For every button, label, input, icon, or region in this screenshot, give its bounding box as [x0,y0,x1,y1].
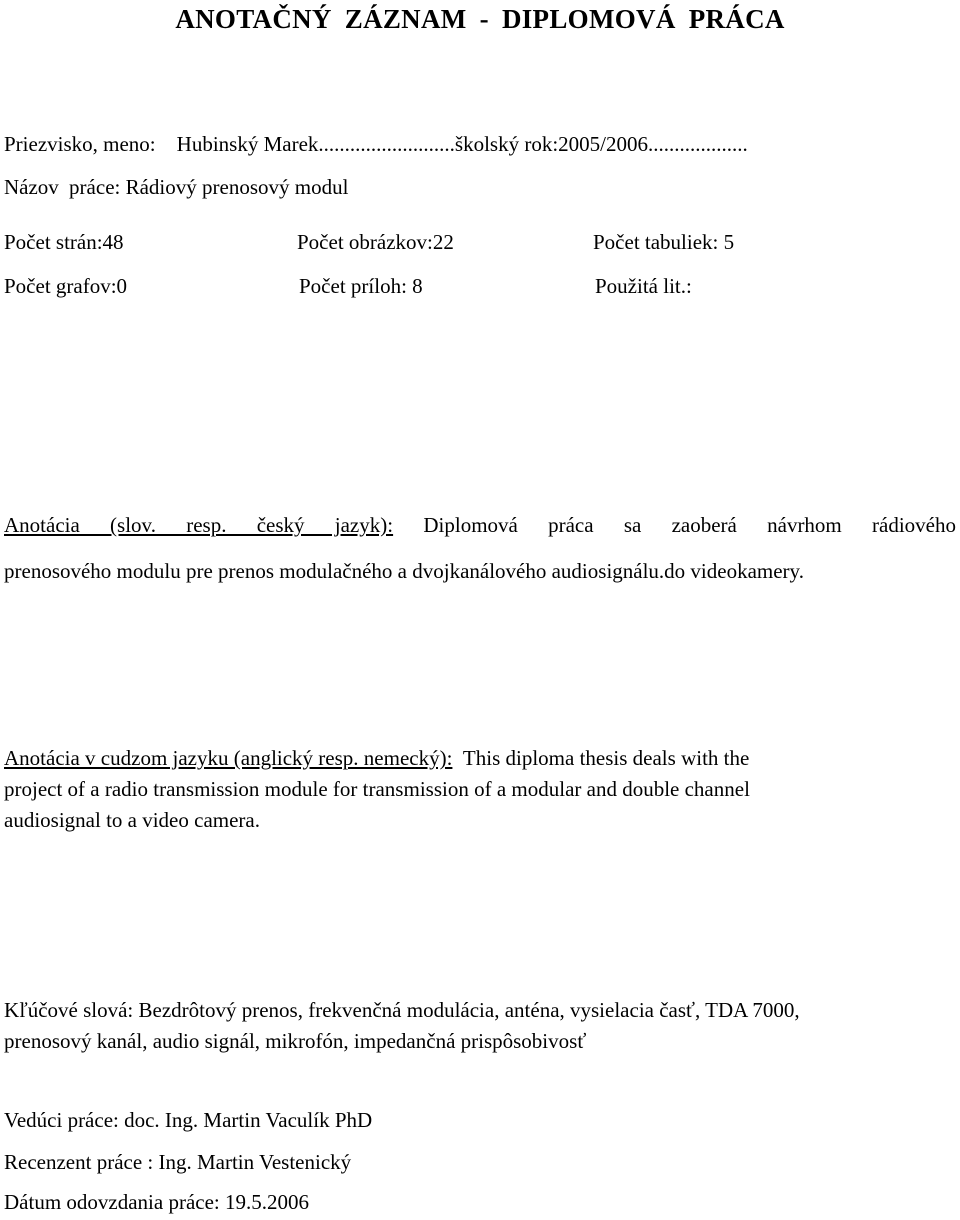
abstract-foreign-text2: project of a radio transmission module for transmission of a modular and double channel [4,777,750,801]
submission-date: Dátum odovzdania práce: 19.5.2006 [4,1190,309,1214]
thesis-title-value: Rádiový prenosový modul [125,175,349,199]
abstract-sk-text2: prenosového modulu pre prenos modulačného a dvojkanálového audiosignálu.do videokamery. [4,559,804,583]
abstract-foreign-label: Anotácia v cudzom jazyku (anglický resp. nemecký): [4,746,453,770]
school-year-dots: ................... [648,132,748,156]
stat-pages: Počet strán:48 [4,230,124,254]
thesis-title-label: Názov práce: [4,175,121,199]
abstract-sk-label: Anotácia (slov. resp. český jazyk): [4,513,394,537]
school-year-label: školský rok: [454,132,559,156]
abstract-sk-text1: Diplomová práca sa zaoberá návrhom rádiového [423,513,956,537]
author-line [4,132,748,157]
thesis-title-line [4,175,348,200]
author-name: Hubinský Marek [176,132,319,156]
keywords-label: Kľúčové slová: [4,998,134,1022]
keywords-text2: prenosový kanál, audio signál, mikrofón, impedančná prispôsobivosť [4,1029,587,1053]
author-dots: .......................... [318,132,455,156]
supervisor: Vedúci práce: doc. Ing. Martin Vaculík PhD [4,1108,373,1132]
page-title: ANOTAČNÝ ZÁZNAM - DIPLOMOVÁ PRÁCA [175,4,785,34]
abstract-foreign-text3: audiosignal to a video camera. [4,808,260,832]
stat-literature: Použitá lit.: [595,274,692,298]
stat-appendices: Počet príloh: 8 [299,274,423,298]
stat-graphs: Počet grafov:0 [4,274,128,298]
stat-figures: Počet obrázkov:22 [297,230,454,254]
abstract-foreign [4,743,956,836]
reviewer: Recenzent práce : Ing. Martin Vestenický [4,1150,352,1174]
stat-tables: Počet tabuliek: 5 [593,230,735,254]
school-year-value: 2005/2006 [558,132,648,156]
keywords [4,995,956,1057]
abstract-sk-line1 [4,513,956,538]
keywords-text1: Bezdrôtový prenos, frekvenčná modulácia, anténa, vysielacia časť, TDA 7000, [138,998,800,1022]
abstract-foreign-text1: This diploma thesis deals with the [462,746,750,770]
author-label: Priezvisko, meno: [4,132,156,156]
